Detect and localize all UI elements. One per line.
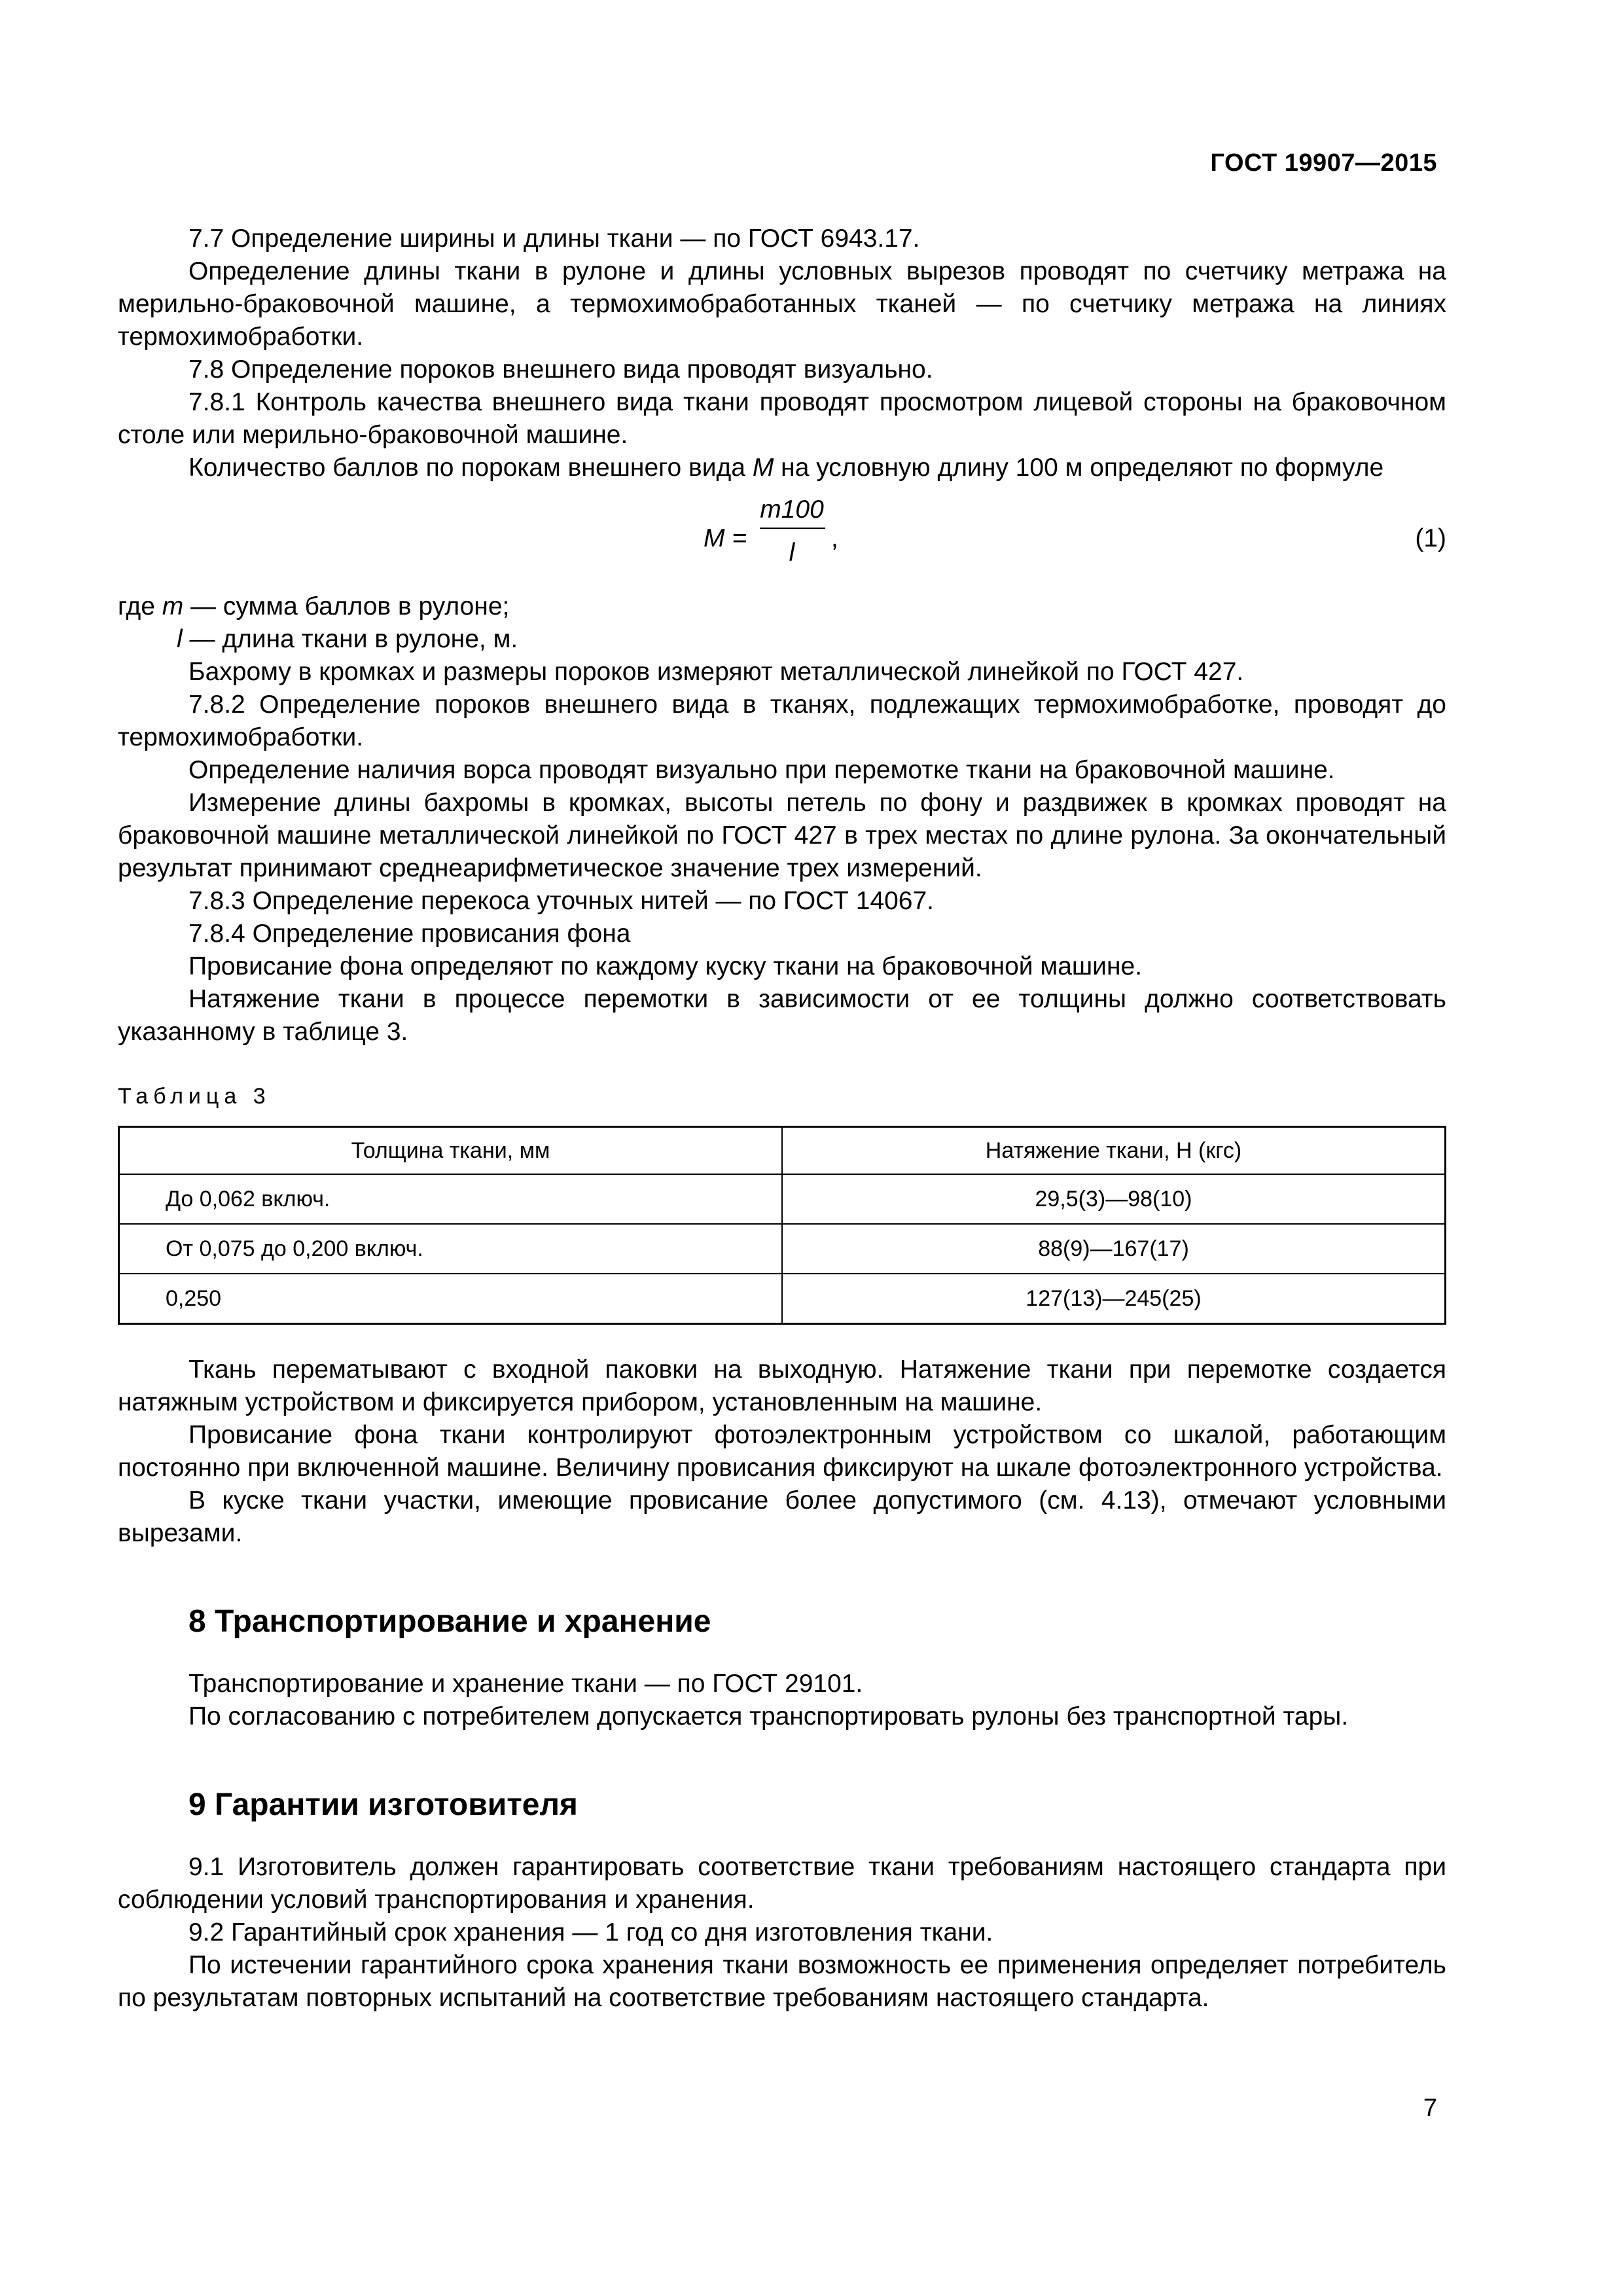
where-clause xyxy=(118,590,1446,656)
table-cell-thickness: До 0,062 включ. xyxy=(119,1174,783,1224)
fraction-bar xyxy=(760,528,825,529)
document-header: ГОСТ 19907—2015 xyxy=(1210,149,1437,177)
formula-numerator: m100 xyxy=(760,495,824,524)
formula-lhs: M = xyxy=(704,524,747,552)
formula-denominator: l xyxy=(789,539,795,567)
where-prefix: где xyxy=(118,592,162,620)
paragraph-9-2: 9.2 Гарантийный срок хранения — 1 год со дня изготовления ткани. xyxy=(188,1918,993,1946)
paragraph-7-8: 7.8 Определение пороков внешнего вида проводят визуально. xyxy=(188,355,933,384)
paragraph-8-2: По согласованию с потребителем допускается транспортировать рулоны без транспортной тары. xyxy=(188,1702,1349,1731)
table-row xyxy=(119,1174,1446,1224)
table-cell-thickness: От 0,075 до 0,200 включ. xyxy=(119,1224,783,1274)
formula-number: (1) xyxy=(1415,524,1446,552)
variable-m: m xyxy=(162,592,184,620)
paragraph-7-7: 7.7 Определение ширины и длины ткани — по ГОСТ 6943.17. xyxy=(188,224,920,253)
paragraph-pile: Определение наличия ворса проводят визуально при перемотке ткани на браковочной машине. xyxy=(188,756,1335,784)
table-row xyxy=(119,1224,1446,1274)
after-table-block xyxy=(118,1354,1446,1550)
section-8-heading: 8 Транспортирование и хранение xyxy=(188,1604,711,1639)
page-number: 7 xyxy=(1423,2094,1437,2122)
paragraph-points xyxy=(118,452,1446,484)
table-header-thickness: Толщина ткани, мм xyxy=(119,1127,783,1175)
where-l-text: — длина ткани в рулоне, м. xyxy=(182,625,518,653)
table-cell-tension: 29,5(3)—98(10) xyxy=(782,1174,1446,1224)
tension-table xyxy=(118,1126,1446,1325)
table-caption: Таблица 3 xyxy=(118,1084,271,1109)
paragraph-measure: Измерение длины бахромы в кромках, высоты петель по фону и раздвижек в кромках проводят на браковочной машине металлической линейкой по ГОСТ 427 в трех местах по длине рулона. За окончательный результат принимают среднеарифметическое значение трех измерений. xyxy=(118,789,1446,882)
paragraph-7-8-2: 7.8.2 Определение пороков внешнего вида в тканях, подлежащих термохимобработке, проводят до термохимобработки. xyxy=(118,691,1446,751)
formula-comma: , xyxy=(831,524,838,552)
table-row xyxy=(119,1274,1446,1324)
paragraph-9-3: По истечении гарантийного срока хранения ткани возможность ее применения определяет потребитель по результатам повторных испытаний на соответствие требованиям настоящего стандарта. xyxy=(118,1951,1446,2012)
table-cell-tension: 127(13)—245(25) xyxy=(782,1274,1446,1324)
paragraph-length: Определение длины ткани в рулоне и длины условных вырезов проводят по счетчику метража на мерильно-браковочной машине, а термохимобработанных тканей — по счетчику метража на линиях термохимобработки. xyxy=(118,257,1446,351)
where-m-text: — сумма баллов в рулоне; xyxy=(183,592,510,620)
paragraph-sag: Провисание фона определяют по каждому куску ткани на браковочной машине. xyxy=(188,952,1143,980)
paragraph-fringe: Бахрому в кромках и размеры пороков измеряют металлической линейкой по ГОСТ 427. xyxy=(188,658,1244,686)
section-9-heading: 9 Гарантии изготовителя xyxy=(188,1787,578,1822)
variable-m-upper: M xyxy=(752,454,774,482)
table-cell-thickness: 0,250 xyxy=(119,1274,783,1324)
table-cell-tension: 88(9)—167(17) xyxy=(782,1224,1446,1274)
where-item-m xyxy=(118,590,1446,623)
variable-l: l xyxy=(177,625,183,653)
paragraph-7-8-3: 7.8.3 Определение перекоса уточных нитей — по ГОСТ 14067. xyxy=(188,887,934,915)
where-item-l xyxy=(118,623,1446,656)
paragraph-tension: Натяжение ткани в процессе перемотки в зависимости от ее толщины должно соответствовать указанному в таблице 3. xyxy=(118,985,1446,1046)
paragraph-cuts: В куске ткани участки, имеющие провисание более допустимого (см. 4.13), отмечают условными вырезами. xyxy=(118,1486,1446,1547)
document-body xyxy=(118,223,1446,2015)
formula-1 xyxy=(118,488,1446,586)
paragraph-rewind: Ткань перематывают с входной паковки на выходную. Натяжение ткани при перемотке создается натяжным устройством и фиксируется прибором, установленным на машине. xyxy=(118,1355,1446,1416)
paragraph-7-8-1: 7.8.1 Контроль качества внешнего вида ткани проводят просмотром лицевой стороны на браковочном столе или мерильно-браковочной машине. xyxy=(118,388,1446,449)
paragraph-photo: Провисание фона ткани контролируют фотоэлектронным устройством со шкалой, работающим постоянно при включенной машине. Величину провисания фиксируют на шкале фотоэлектронного устройства. xyxy=(118,1421,1446,1482)
paragraph-9-1: 9.1 Изготовитель должен гарантировать соответствие ткани требованиям настоящего стандарта при соблюдении условий транспортирования и хранения. xyxy=(118,1853,1446,1914)
paragraph-points-after: на условную длину 100 м определяют по формуле xyxy=(774,454,1384,482)
table-header-row xyxy=(119,1127,1446,1175)
paragraph-points-before: Количество баллов по порокам внешнего вида xyxy=(188,454,753,482)
paragraph-8-1: Транспортирование и хранение ткани — по ГОСТ 29101. xyxy=(188,1670,863,1698)
table-header-tension: Натяжение ткани, Н (кгс) xyxy=(782,1127,1446,1175)
paragraph-7-8-4: 7.8.4 Определение провисания фона xyxy=(188,920,631,948)
